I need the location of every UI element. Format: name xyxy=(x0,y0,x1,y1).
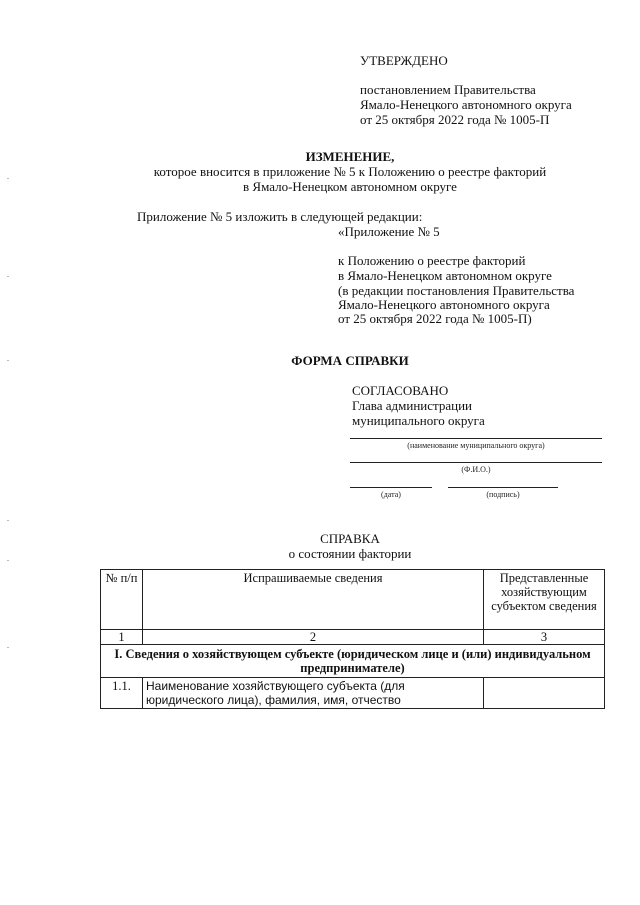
appendix-line: в Ямало-Ненецком автономном округе xyxy=(338,268,552,283)
scan-mark xyxy=(7,178,9,179)
section-title: I. Сведения о хозяйствующем субъекте (юридическом лице и (или) индивидуальном предпринимателе) xyxy=(101,645,605,678)
row-text: Наименование хозяйствующего субъекта (для юридического лица), фамилия, имя, отчество xyxy=(143,678,484,709)
scan-mark xyxy=(7,560,9,561)
municipality-line xyxy=(350,438,602,439)
municipality-caption: (наименование муниципального округа) xyxy=(407,441,545,450)
scan-mark xyxy=(7,647,9,648)
table-row xyxy=(101,678,605,709)
table-number-row xyxy=(101,630,605,645)
column-number: 1 xyxy=(101,630,143,645)
certificate-title: СПРАВКА xyxy=(320,531,380,546)
agreed-title: СОГЛАСОВАНО xyxy=(352,383,449,398)
date-caption: (дата) xyxy=(381,490,401,499)
appendix-line: «Приложение № 5 xyxy=(338,224,440,239)
form-title: ФОРМА СПРАВКИ xyxy=(291,353,409,368)
signature-line xyxy=(448,487,558,488)
header-num: № п/п xyxy=(101,570,143,630)
heading-line: которое вносится в приложение № 5 к Положению о реестре факторий xyxy=(153,164,547,179)
scan-mark xyxy=(7,276,9,277)
column-number: 2 xyxy=(143,630,484,645)
appendix-line: от 25 октября 2022 года № 1005-П) xyxy=(338,311,532,326)
appendix-line: Ямало-Ненецкого автономного округа xyxy=(338,297,550,312)
approval-title: УТВЕРЖДЕНО xyxy=(360,53,448,68)
appendix-line: (в редакции постановления Правительства xyxy=(338,283,575,298)
date-line xyxy=(350,487,432,488)
approval-line: Ямало-Ненецкого автономного округа xyxy=(360,97,572,112)
row-number: 1.1. xyxy=(101,678,143,709)
certificate-subtitle: о состоянии фактории xyxy=(288,546,412,561)
header-requested: Испрашиваемые сведения xyxy=(143,570,484,630)
table-header-row xyxy=(101,570,605,630)
approval-line: от 25 октября 2022 года № 1005-П xyxy=(360,112,550,127)
approval-line: постановлением Правительства xyxy=(360,82,536,97)
signature-caption: (подпись) xyxy=(486,490,520,499)
name-line xyxy=(350,462,602,463)
name-caption: (Ф.И.О.) xyxy=(461,465,491,474)
scan-mark xyxy=(7,520,9,521)
column-number: 3 xyxy=(484,630,605,645)
row-value xyxy=(484,678,605,709)
scan-mark xyxy=(7,360,9,361)
certificate-table xyxy=(100,569,605,709)
header-provided: Представленные хозяйствующим субъектом сведения xyxy=(484,570,605,630)
document-heading: ИЗМЕНЕНИЕ, xyxy=(305,149,395,164)
agreed-line: Глава администрации xyxy=(352,398,473,413)
instruction-text: Приложение № 5 изложить в следующей редакции: xyxy=(137,209,423,224)
heading-line: в Ямало-Ненецком автономном округе xyxy=(243,179,457,194)
agreed-line: муниципального округа xyxy=(352,413,485,428)
appendix-line: к Положению о реестре факторий xyxy=(338,253,526,268)
table-section-row xyxy=(101,645,605,678)
